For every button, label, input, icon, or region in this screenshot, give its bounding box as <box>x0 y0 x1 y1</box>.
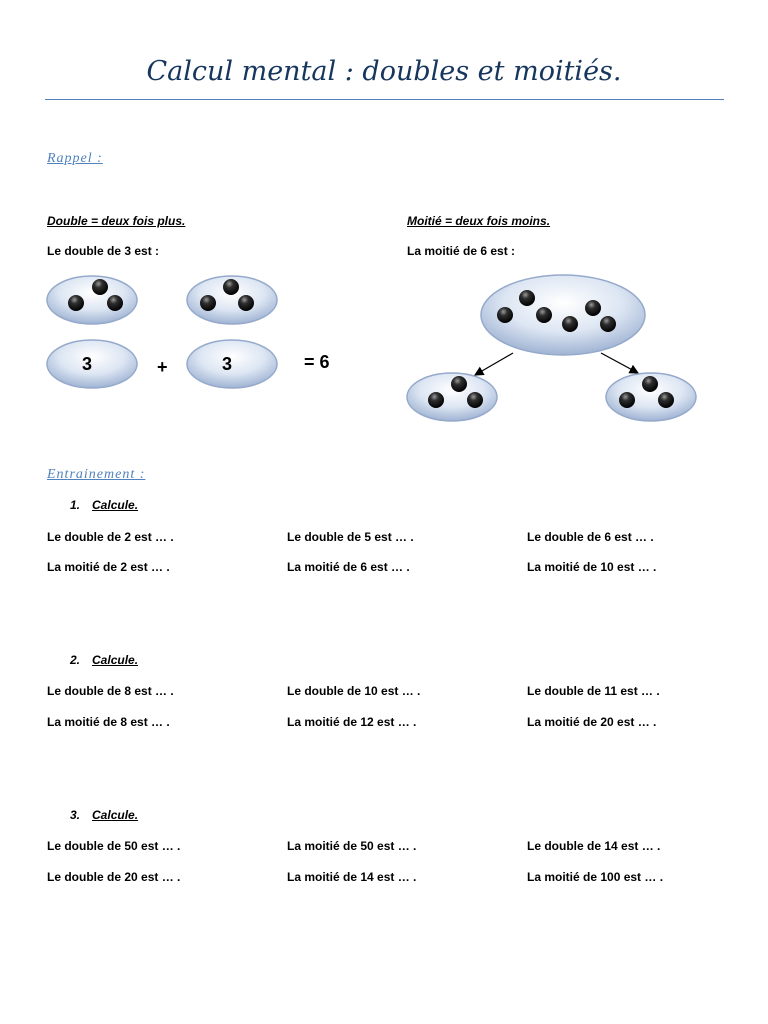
exercise-item: La moitié de 2 est … . <box>47 560 170 574</box>
exercise-item: La moitié de 6 est … . <box>287 560 410 574</box>
exercise-3-title <box>70 808 138 822</box>
double-example: Le double de 3 est : <box>47 244 160 258</box>
exercise-item: Le double de 6 est … . <box>527 530 654 544</box>
exercise-item: Le double de 50 est … . <box>47 839 181 853</box>
arrow-left <box>475 353 513 375</box>
moitie-half-right <box>606 373 696 421</box>
exercise-item: Le double de 14 est … . <box>527 839 661 853</box>
exercise-item: La moitié de 14 est … . <box>287 870 417 884</box>
exercise-number: 3. <box>70 808 81 822</box>
result: = 6 <box>304 352 330 372</box>
exercise-item: Le double de 2 est … . <box>47 530 174 544</box>
exercise-label: Calcule. <box>92 498 139 512</box>
plus-sign: + <box>157 357 168 377</box>
exercise-number: 2. <box>70 653 81 667</box>
exercise-label: Calcule. <box>92 653 139 667</box>
exercise-2-title <box>70 653 138 667</box>
exercise-item: La moitié de 100 est … . <box>527 870 664 884</box>
double-rule: Double = deux fois plus. <box>47 214 186 228</box>
rappel-heading: Rappel : <box>47 151 103 166</box>
double-group-left <box>47 276 137 324</box>
arrow-right <box>601 353 638 373</box>
left-number: 3 <box>82 354 93 374</box>
moitie-example: La moitié de 6 est : <box>407 244 516 258</box>
rappel-diagram <box>0 0 768 440</box>
page-title: Calcul mental : doubles et moitiés. <box>146 56 622 87</box>
moitie-big-group <box>481 275 645 355</box>
exercise-item: La moitié de 20 est … . <box>527 715 657 729</box>
exercise-number: 1. <box>70 498 81 512</box>
exercise-item: Le double de 8 est … . <box>47 684 174 698</box>
exercise-item: La moitié de 12 est … . <box>287 715 417 729</box>
double-group-right <box>187 276 277 324</box>
exercise-1-title <box>70 498 138 512</box>
exercise-item: Le double de 11 est … . <box>527 684 660 698</box>
entrainement-heading: Entrainement : <box>47 467 146 482</box>
moitie-rule: Moitié = deux fois moins. <box>407 214 551 228</box>
exercise-item: La moitié de 50 est … . <box>287 839 417 853</box>
exercise-label: Calcule. <box>92 808 139 822</box>
exercise-item: Le double de 20 est … . <box>47 870 181 884</box>
right-number: 3 <box>222 354 233 374</box>
exercise-item: Le double de 5 est … . <box>287 530 414 544</box>
moitie-half-left <box>407 373 497 421</box>
exercise-item: La moitié de 8 est … . <box>47 715 170 729</box>
exercise-item: La moitié de 10 est … . <box>527 560 657 574</box>
exercise-item: Le double de 10 est … . <box>287 684 421 698</box>
